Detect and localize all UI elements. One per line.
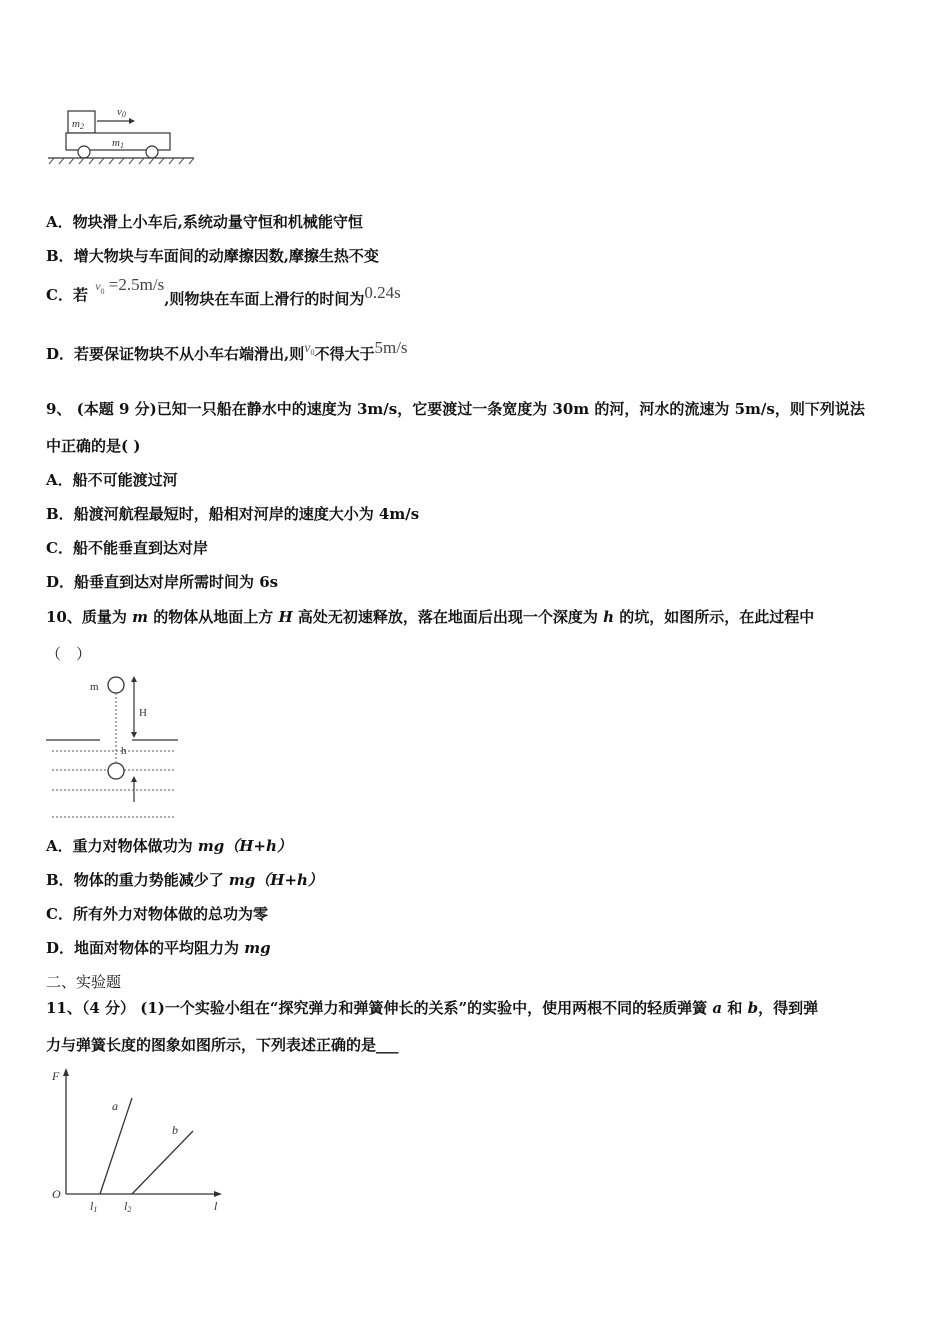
cart-m1-label: m1 <box>112 137 124 150</box>
q10-option-b: B．物体的重力势能减少了 mg（H+h） <box>46 871 323 889</box>
q11-stem-line2: 力与弹簧长度的图象如图所示，下列表述正确的是___ <box>46 1036 399 1054</box>
l2-tick-label: l2 <box>124 1199 132 1214</box>
falling-object-figure <box>46 672 186 822</box>
q9-option-a: A．船不可能渡过河 <box>46 471 178 489</box>
q11-stem-line1: 11、（4 分） (1)一个实验小组在“探究弹力和弹簧伸长的关系”的实验中，使用两根不同的轻质弹簧 a 和 b，得到弹 <box>46 999 819 1017</box>
H-label: H <box>139 707 147 719</box>
l1-tick-label: l1 <box>90 1199 98 1214</box>
spring-force-graph <box>46 1066 236 1216</box>
q9-stem-line1: 9、 (本题 9 分)已知一只船在静水中的速度为 3m/s，它要渡过一条宽度为 30m 的河，河水的流速为 5m/s，则下列说法 <box>46 400 865 418</box>
mass-label: m <box>90 681 99 693</box>
q10-option-c: C．所有外力对物体做的总功为零 <box>46 905 268 923</box>
q10-stem-line2: （ ） <box>46 645 92 663</box>
q9-option-c: C．船不能垂直到达对岸 <box>46 539 208 557</box>
wheel-left <box>78 146 90 158</box>
q8-option-d: D．若要保证物块不从小车右端滑出,则$v^0$不得大于5m/s <box>46 338 408 363</box>
line-b <box>132 1131 193 1194</box>
q8-option-a: A．物块滑上小车后,系统动量守恒和机械能守恒 <box>46 213 363 231</box>
ground-hatch <box>49 158 194 164</box>
ball-bottom <box>108 763 124 779</box>
q9-stem-line2: 中正确的是( ) <box>46 437 141 455</box>
h-label: h <box>121 745 127 757</box>
q8-option-b: B．增大物块与车面间的动摩擦因数,摩擦生热不变 <box>46 247 379 265</box>
y-axis-label: F <box>52 1069 60 1083</box>
cart-figure <box>44 100 204 175</box>
q8-option-c: C．若 $^{v0}$ =2.5m/s,则物块在车面上滑行的时间为0.24s <box>46 275 401 308</box>
wheel-right <box>146 146 158 158</box>
line-b-label: b <box>172 1123 178 1137</box>
line-a-label: a <box>112 1099 118 1113</box>
block-m2-label: m2 <box>72 118 84 131</box>
q10-option-a: A．重力对物体做功为 mg（H+h） <box>46 837 292 855</box>
section-title-experiment: 二、实验题 <box>46 973 122 991</box>
ball-top <box>108 677 124 693</box>
origin-label: O <box>52 1187 61 1201</box>
velocity-label: v0 <box>117 106 126 119</box>
q9-option-b: B．船渡河航程最短时，船相对河岸的速度大小为 4m/s <box>46 505 420 523</box>
q10-option-d: D．地面对物体的平均阻力为 mg <box>46 939 271 957</box>
q10-stem-line1: 10、质量为 m 的物体从地面上方 H 高处无初速释放，落在地面后出现一个深度为 h 的坑，如图所示，在此过程中 <box>46 608 815 626</box>
x-axis-label: l <box>214 1199 218 1213</box>
q9-option-d: D．船垂直到达对岸所需时间为 6s <box>46 573 279 591</box>
